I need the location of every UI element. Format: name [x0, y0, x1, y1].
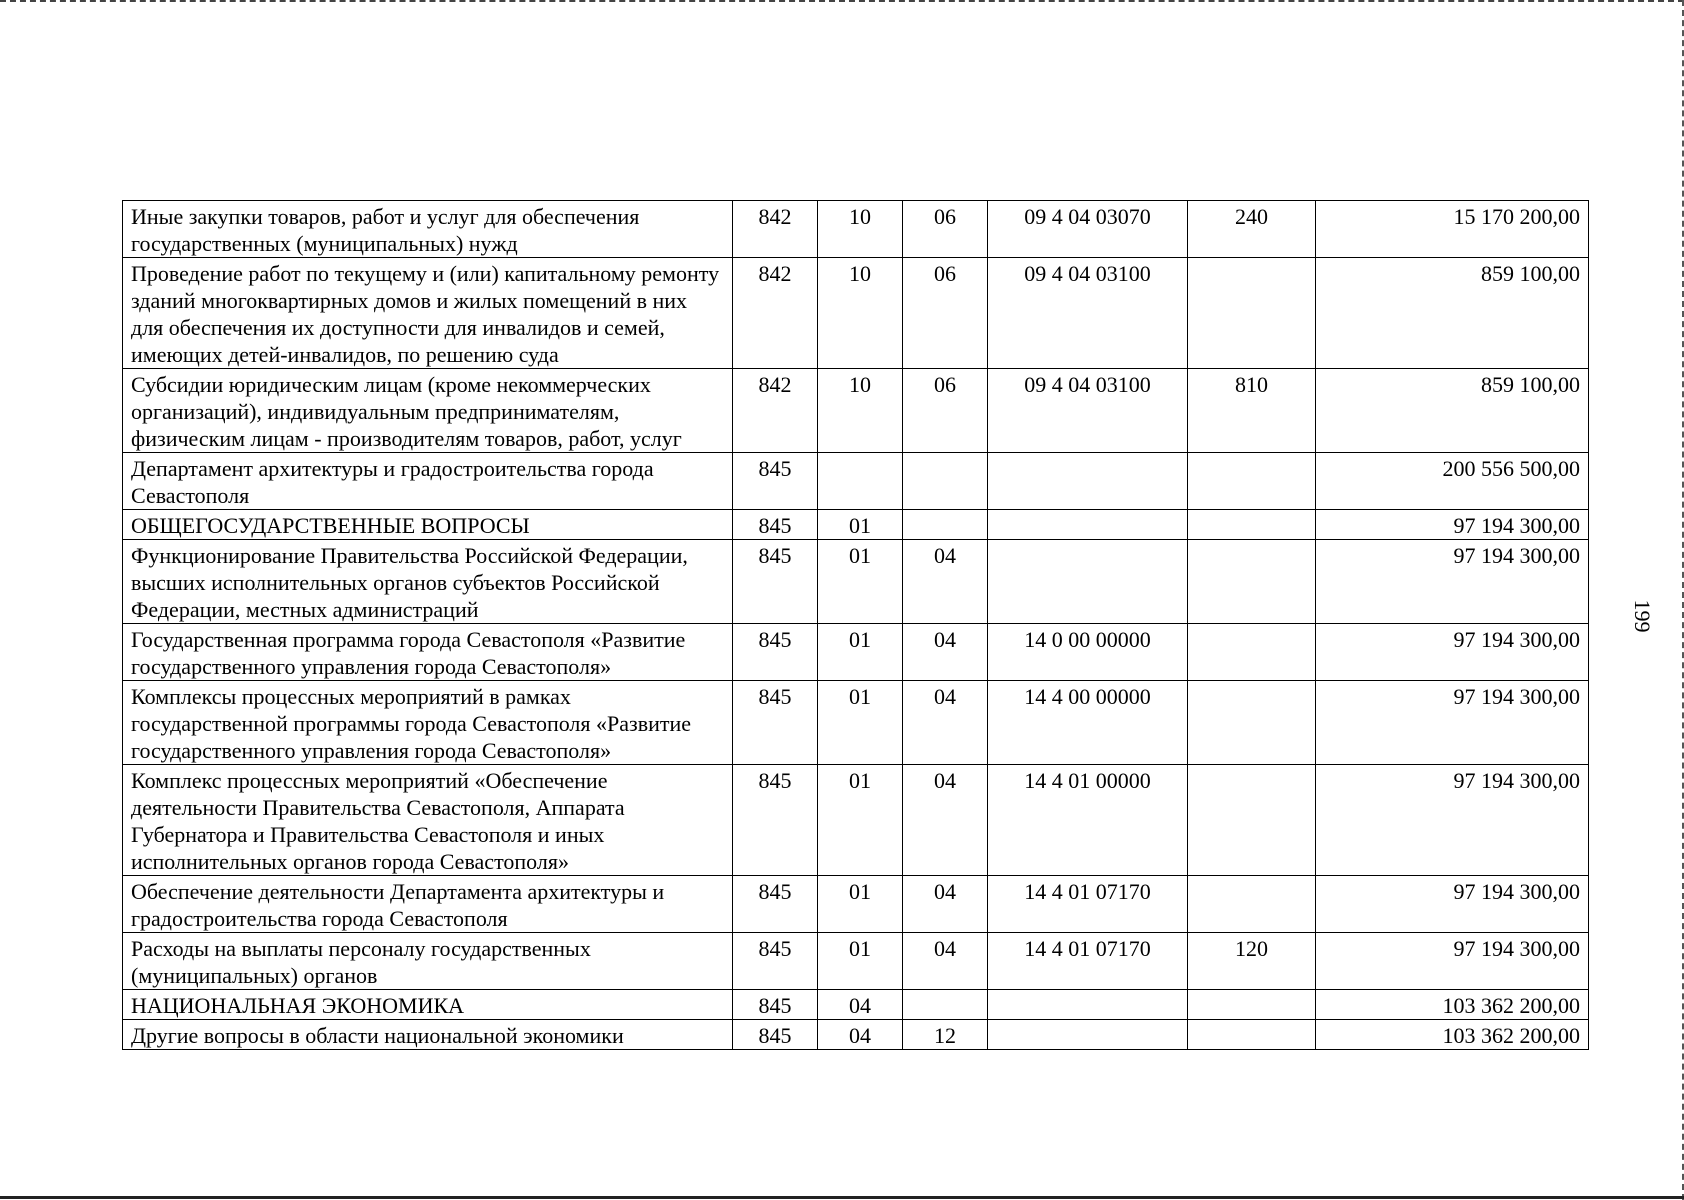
ved-code: 845	[733, 624, 818, 681]
subsection-code: 04	[903, 624, 988, 681]
target-article-code	[988, 540, 1188, 624]
row-name: Функционирование Правительства Российской Федерации, высших исполнительных органов субъектов Российской Федерации, местных администраций	[123, 540, 733, 624]
section-code: 04	[818, 990, 903, 1020]
target-article-code: 09 4 04 03100	[988, 258, 1188, 369]
ved-code: 845	[733, 540, 818, 624]
sum-value: 15 170 200,00	[1316, 201, 1589, 258]
row-name: Комплекс процессных мероприятий «Обеспечение деятельности Правительства Севастополя, Аппарата Губернатора и Правительства Севастополя и иных исполнительных органов города Севастополя»	[123, 765, 733, 876]
subsection-code: 04	[903, 876, 988, 933]
section-code: 10	[818, 258, 903, 369]
sum-value: 97 194 300,00	[1316, 933, 1589, 990]
subsection-code: 06	[903, 201, 988, 258]
table-row	[123, 933, 1589, 990]
row-name: Департамент архитектуры и градостроительства города Севастополя	[123, 453, 733, 510]
subsection-code: 04	[903, 765, 988, 876]
ved-code: 845	[733, 1020, 818, 1050]
target-article-code	[988, 453, 1188, 510]
subsection-code: 04	[903, 681, 988, 765]
section-code: 01	[818, 624, 903, 681]
ved-code: 845	[733, 933, 818, 990]
ved-code: 845	[733, 990, 818, 1020]
sum-value: 97 194 300,00	[1316, 681, 1589, 765]
scan-edge-bottom	[0, 1196, 1684, 1199]
sum-value: 97 194 300,00	[1316, 876, 1589, 933]
table-row	[123, 540, 1589, 624]
target-article-code: 09 4 04 03070	[988, 201, 1188, 258]
ved-code: 845	[733, 876, 818, 933]
expense-type-code	[1188, 765, 1316, 876]
expense-type-code: 120	[1188, 933, 1316, 990]
row-name: Государственная программа города Севастополя «Развитие государственного управления города Севастополя»	[123, 624, 733, 681]
expense-type-code	[1188, 1020, 1316, 1050]
subsection-code: 04	[903, 540, 988, 624]
expense-type-code	[1188, 624, 1316, 681]
table-row	[123, 624, 1589, 681]
section-code: 01	[818, 933, 903, 990]
subsection-code: 06	[903, 258, 988, 369]
table-row	[123, 453, 1589, 510]
row-name: Проведение работ по текущему и (или) капитальному ремонту зданий многоквартирных домов и жилых помещений в них для обеспечения их доступности для инвалидов и семей, имеющих детей-инвалидов, по решению суда	[123, 258, 733, 369]
section-code: 01	[818, 681, 903, 765]
table-row	[123, 681, 1589, 765]
target-article-code	[988, 1020, 1188, 1050]
subsection-code: 12	[903, 1020, 988, 1050]
target-article-code	[988, 990, 1188, 1020]
row-name: Субсидии юридическим лицам (кроме некоммерческих организаций), индивидуальным предпринимателям, физическим лицам - производителям товаров, работ, услуг	[123, 369, 733, 453]
row-name: Другие вопросы в области национальной экономики	[123, 1020, 733, 1050]
expense-type-code	[1188, 453, 1316, 510]
table-row	[123, 765, 1589, 876]
sum-value: 103 362 200,00	[1316, 990, 1589, 1020]
target-article-code: 14 4 01 07170	[988, 876, 1188, 933]
ved-code: 842	[733, 258, 818, 369]
subsection-code	[903, 453, 988, 510]
row-name: Комплексы процессных мероприятий в рамках государственной программы города Севастополя «Развитие государственного управления города Севастополя»	[123, 681, 733, 765]
expense-type-code	[1188, 681, 1316, 765]
section-code: 10	[818, 201, 903, 258]
expense-type-code	[1188, 876, 1316, 933]
row-name: Иные закупки товаров, работ и услуг для обеспечения государственных (муниципальных) нужд	[123, 201, 733, 258]
row-name: Обеспечение деятельности Департамента архитектуры и градостроительства города Севастополя	[123, 876, 733, 933]
table-row	[123, 876, 1589, 933]
ved-code: 845	[733, 765, 818, 876]
table-row	[123, 990, 1589, 1020]
table-row	[123, 201, 1589, 258]
ved-code: 845	[733, 681, 818, 765]
sum-value: 200 556 500,00	[1316, 453, 1589, 510]
expense-type-code	[1188, 510, 1316, 540]
target-article-code: 14 4 01 00000	[988, 765, 1188, 876]
expense-type-code	[1188, 540, 1316, 624]
sum-value: 103 362 200,00	[1316, 1020, 1589, 1050]
table-row	[123, 369, 1589, 453]
ved-code: 842	[733, 201, 818, 258]
section-code: 01	[818, 876, 903, 933]
subsection-code	[903, 990, 988, 1020]
expense-type-code: 240	[1188, 201, 1316, 258]
page-number: 199	[1630, 599, 1655, 633]
section-code: 01	[818, 540, 903, 624]
row-name: НАЦИОНАЛЬНАЯ ЭКОНОМИКА	[123, 990, 733, 1020]
scan-edge-top	[0, 0, 1684, 2]
section-code	[818, 453, 903, 510]
subsection-code: 04	[903, 933, 988, 990]
sum-value: 97 194 300,00	[1316, 765, 1589, 876]
section-code: 04	[818, 1020, 903, 1050]
budget-table	[122, 200, 1589, 1050]
sum-value: 97 194 300,00	[1316, 510, 1589, 540]
section-code: 01	[818, 765, 903, 876]
expense-type-code	[1188, 990, 1316, 1020]
target-article-code: 14 0 00 00000	[988, 624, 1188, 681]
expense-type-code	[1188, 258, 1316, 369]
target-article-code: 14 4 00 00000	[988, 681, 1188, 765]
expense-type-code: 810	[1188, 369, 1316, 453]
table-row	[123, 258, 1589, 369]
sum-value: 97 194 300,00	[1316, 624, 1589, 681]
row-name: Расходы на выплаты персоналу государственных (муниципальных) органов	[123, 933, 733, 990]
table-row	[123, 510, 1589, 540]
section-code: 10	[818, 369, 903, 453]
target-article-code	[988, 510, 1188, 540]
target-article-code: 14 4 01 07170	[988, 933, 1188, 990]
ved-code: 845	[733, 453, 818, 510]
table-row	[123, 1020, 1589, 1050]
ved-code: 845	[733, 510, 818, 540]
subsection-code	[903, 510, 988, 540]
ved-code: 842	[733, 369, 818, 453]
sum-value: 859 100,00	[1316, 369, 1589, 453]
target-article-code: 09 4 04 03100	[988, 369, 1188, 453]
subsection-code: 06	[903, 369, 988, 453]
row-name: ОБЩЕГОСУДАРСТВЕННЫЕ ВОПРОСЫ	[123, 510, 733, 540]
sum-value: 859 100,00	[1316, 258, 1589, 369]
section-code: 01	[818, 510, 903, 540]
sum-value: 97 194 300,00	[1316, 540, 1589, 624]
